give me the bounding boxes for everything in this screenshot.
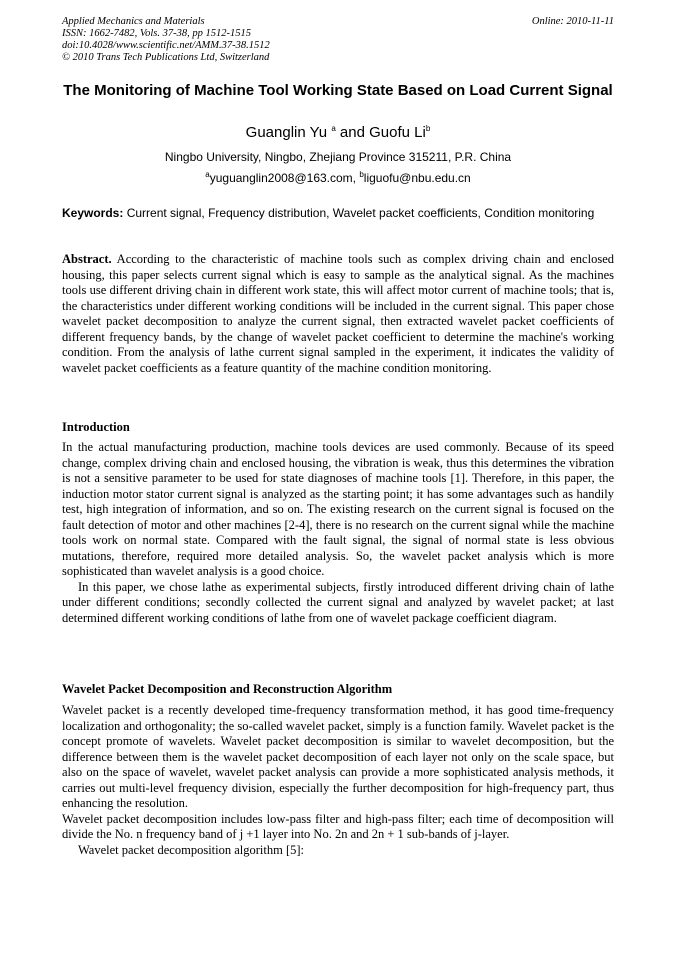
keywords-text: Current signal, Frequency distribution, Wavelet packet coefficients, Condition monitoring bbox=[123, 206, 595, 220]
doi-line: doi:10.4028/www.scientific.net/AMM.37-38.1512 bbox=[62, 40, 270, 51]
wavelet-paragraph-2: Wavelet packet decomposition includes low-pass filter and high-pass filter; each time of decomposition will divide the No. n frequency band of j +1 layer into No. 2n and 2n + 1 sub-bands of j-layer. bbox=[62, 811, 614, 841]
abstract-text: According to the characteristic of machine tools such as complex driving chain and enclosed housing, this paper selects current signal which is easy to sample as the analytical signal. As the machines tools use different driving chain in different work state, this will affect motor current of machine tools; that is, the characteristics under different working conditions will be included in the current signal. This paper chose wavelet packet decomposition to analyze the current signal, then extracted wavelet packet coefficients of different frequency bands, by the change of wavelet packet coefficient to determine the machine's working condition. From the analysis of lathe current signal sampled in the experiment, it indicates the validity of wavelet packet coefficients as a feature quantity of the machine condition monitoring. bbox=[62, 252, 614, 375]
keywords-block bbox=[62, 206, 614, 221]
wavelet-heading: Wavelet Packet Decomposition and Reconstruction Algorithm bbox=[62, 682, 393, 696]
email-a: yuguanglin2008@163.com, bbox=[209, 171, 360, 185]
introduction-heading: Introduction bbox=[62, 420, 130, 434]
email-line bbox=[62, 171, 614, 185]
abstract-block bbox=[62, 252, 614, 376]
author-1: Guanglin Yu bbox=[245, 124, 328, 141]
introduction-paragraph-2: In this paper, we chose lathe as experimental subjects, firstly introduced different driving chain of lathe under different conditions; secondly collected the current signal and analyzed by wavelet packet; at last determined different working conditions of lathe from one of wavelet package coefficient diagram. bbox=[62, 579, 614, 625]
online-date: Online: 2010-11-11 bbox=[531, 16, 614, 27]
wavelet-section bbox=[62, 703, 614, 858]
affiliation: Ningbo University, Ningbo, Zhejiang Province 315211, P.R. China bbox=[164, 150, 512, 164]
journal-header bbox=[62, 16, 270, 64]
keywords-label: Keywords: bbox=[62, 206, 124, 220]
author-2-sup: b bbox=[425, 124, 431, 133]
author-separator: and bbox=[335, 124, 370, 141]
email-b: liguofu@nbu.edu.cn bbox=[363, 171, 471, 185]
paper-title: The Monitoring of Machine Tool Working State Based on Load Current Signal bbox=[63, 82, 613, 99]
email-a-sup: a bbox=[205, 170, 210, 179]
abstract-label: Abstract. bbox=[62, 252, 112, 266]
journal-name: Applied Mechanics and Materials bbox=[62, 16, 205, 27]
wavelet-paragraph-1: Wavelet packet is a recently developed time-frequency transformation method, it has good time-frequency localization and orthogonality; the so-called wavelet packet, simply is a function family. Wavelet packet is the concept promote of wavelets. Wavelet packet decomposition is similar to wavelet decomposition, but the difference between them is the wavelet packet decomposition of each layer not only on the scale space, but also on the space of wavelet, wavelet packet analysis can provide a more sophisticated analysis methods, it carries out multi-level frequency division, especially the further decomposition for high-frequency part, thus enhancing the resolution. bbox=[62, 703, 614, 810]
introduction-section bbox=[62, 440, 614, 626]
author-line bbox=[62, 124, 614, 142]
email-b-sup: b bbox=[359, 170, 364, 179]
issn-line: ISSN: 1662-7482, Vols. 37-38, pp 1512-1515 bbox=[62, 28, 251, 39]
copyright-line: © 2010 Trans Tech Publications Ltd, Switzerland bbox=[62, 52, 270, 63]
author-2: Guofu Li bbox=[369, 124, 426, 141]
wavelet-paragraph-3: Wavelet packet decomposition algorithm [5]: bbox=[78, 842, 305, 857]
introduction-paragraph-1: In the actual manufacturing production, machine tools devices are used commonly. Because of its speed change, complex driving chain and enclosed housing, the vibration is weak, thus this determines the vibration is not a sensitive parameter to be used for state diagnoses of machine tools [1]. Therefore, in this paper, the induction motor stator current signal is analyzed as the starting point; it has some advantages such as handily test, high integration of information, and so on. The existing research on the current signal is focused on the fault detection of motor and other machines [2-4], there is no research on the current signal while the machine tools work on normal state. Compared with the fault signal, the signal of normal state is less obvious mutations, therefore, required more detailed analysis. So, the wavelet packet analysis which is more sophisticated than wavelet analysis is a good choice. bbox=[62, 440, 614, 578]
author-1-sup: a bbox=[331, 124, 336, 133]
